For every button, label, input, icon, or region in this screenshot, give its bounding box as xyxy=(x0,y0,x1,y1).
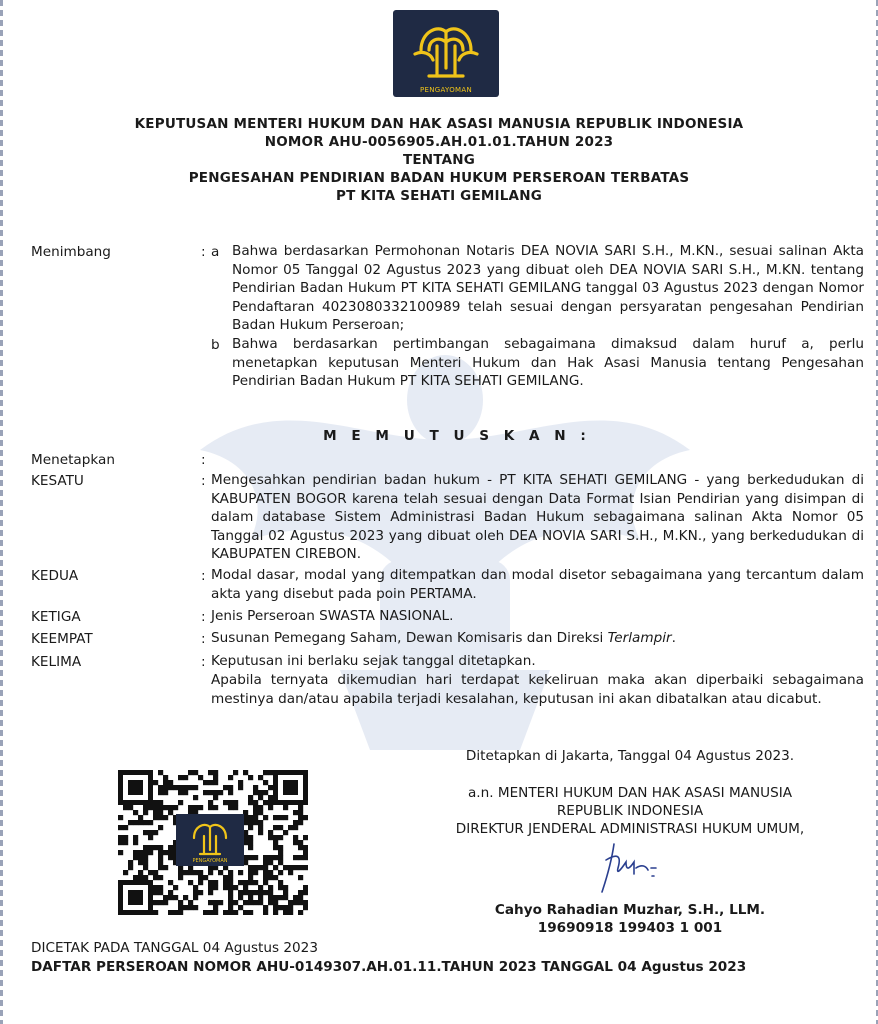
ketiga-text: Jenis Perseroan SWASTA NASIONAL. xyxy=(211,608,454,624)
signatory-nip: 19690918 199403 1 001 xyxy=(537,920,723,936)
ketiga-colon: : xyxy=(201,609,206,625)
decree-tentang: TENTANG xyxy=(402,152,476,168)
signature-icon xyxy=(596,838,666,898)
menimbang-b-text: Bahwa berdasarkan pertimbangan sebagaimana dimaksud dalam huruf a, perlu menetapkan keputusan Menteri Hukum dan Hak Asasi Manusia tentang Pengesahan Pendirian Badan Hukum PT KITA SEHATI GEMILANG. xyxy=(232,336,864,390)
kedua-text: Modal dasar, modal yang ditempatkan dan modal disetor sebagaimana yang tercantum dalam akta yang disebut pada poin PERTAMA. xyxy=(211,567,864,602)
menimbang-colon: : xyxy=(201,244,206,260)
menetapkan-label: Menetapkan xyxy=(31,452,115,468)
kesatu-label: KESATU xyxy=(31,473,84,489)
kedua-label: KEDUA xyxy=(31,568,79,584)
keempat-text-end: . xyxy=(671,630,676,646)
kesatu-text: Mengesahkan pendirian badan hukum - PT KITA SEHATI GEMILANG - yang berkedudukan di KABUPATEN BOGOR karena telah sesuai dengan Data Format Isian Pendirian yang disimpan di dalam database Sistem Administrasi Badan Hukum sebagaimana salinan Akta Nomor 05 Tanggal 02 Agustus 2023 yang dibuat oleh DEA NOVIA SARI S.H., M.KN., yang berkedudukan di KABUPATEN CIREBON. xyxy=(211,472,864,563)
qr-center-logo xyxy=(176,814,244,866)
kelima-line1: Keputusan ini berlaku sejak tanggal ditetapkan. xyxy=(211,653,536,669)
menimbang-label: Menimbang xyxy=(31,244,111,260)
keempat-text xyxy=(211,629,864,648)
logo-label: PENGAYOMAN xyxy=(419,86,473,94)
menimbang-b-marker: b xyxy=(211,337,220,353)
keempat-colon: : xyxy=(201,631,206,647)
decree-subject: PENGESAHAN PENDIRIAN BADAN HUKUM PERSEROAN TERBATAS xyxy=(188,170,690,186)
kedua-colon: : xyxy=(201,568,206,584)
kelima-text: Apabila ternyata dikemudian hari terdapat kekeliruan maka akan diperbaiki sebagaimana mestinya dan/atau apabila terjadi kesalahan, keputusan ini akan dibatalkan atau dicabut. xyxy=(211,672,864,707)
signatory-name: Cahyo Rahadian Muzhar, S.H., LLM. xyxy=(494,902,766,918)
menimbang-a-text: Bahwa berdasarkan Permohonan Notaris DEA NOVIA SARI S.H., M.KN., sesuai salinan Akta Nomor 05 Tanggal 02 Agustus 2023 yang dibuat oleh DEA NOVIA SARI S.H., M.KN. tentang Pendirian Badan Hukum PT KITA SEHATI GEMILANG tanggal 03 Agustus 2023 dengan Nomor Pendaftaran 4023080332100989 telah sesuai dengan persyaratan pengesahan Pendirian Badan Hukum Perseroan; xyxy=(232,243,864,334)
keempat-text-main: Susunan Pemegang Saham, Dewan Komisaris dan Direksi xyxy=(211,630,608,646)
kesatu-colon: : xyxy=(201,473,206,489)
menetapkan-colon: : xyxy=(201,452,206,468)
an-line1: a.n. MENTERI HUKUM DAN HAK ASASI MANUSIA xyxy=(467,785,793,801)
qr-logo-label: PENGAYOMAN xyxy=(192,858,228,864)
keempat-label: KEEMPAT xyxy=(31,631,93,647)
pengayoman-tree-icon xyxy=(393,10,499,97)
kelima-label: KELIMA xyxy=(31,654,82,670)
daftar-perseroan: DAFTAR PERSEROAN NOMOR AHU-0149307.AH.01.11.TAHUN 2023 TANGGAL 04 Agustus 2023 xyxy=(31,959,747,975)
place-date: Ditetapkan di Jakarta, Tanggal 04 Agustus 2023. xyxy=(465,748,795,764)
ketiga-label: KETIGA xyxy=(31,609,81,625)
an-line3: DIREKTUR JENDERAL ADMINISTRASI HUKUM UMUM, xyxy=(455,821,805,837)
memutuskan-heading: M E M U T U S K A N : xyxy=(323,428,591,444)
keempat-text-italic: Terlampir xyxy=(607,630,672,646)
decree-number: NOMOR AHU-0056905.AH.01.01.TAHUN 2023 xyxy=(264,134,614,150)
kelima-colon: : xyxy=(201,654,206,670)
an-line2: REPUBLIK INDONESIA xyxy=(556,803,704,819)
company-name: PT KITA SEHATI GEMILANG xyxy=(336,188,542,204)
decree-title: KEPUTUSAN MENTERI HUKUM DAN HAK ASASI MANUSIA REPUBLIK INDONESIA xyxy=(134,116,744,132)
pengayoman-logo xyxy=(393,10,499,97)
menimbang-a-marker: a xyxy=(211,244,220,260)
printed-date: DICETAK PADA TANGGAL 04 Agustus 2023 xyxy=(31,940,318,956)
